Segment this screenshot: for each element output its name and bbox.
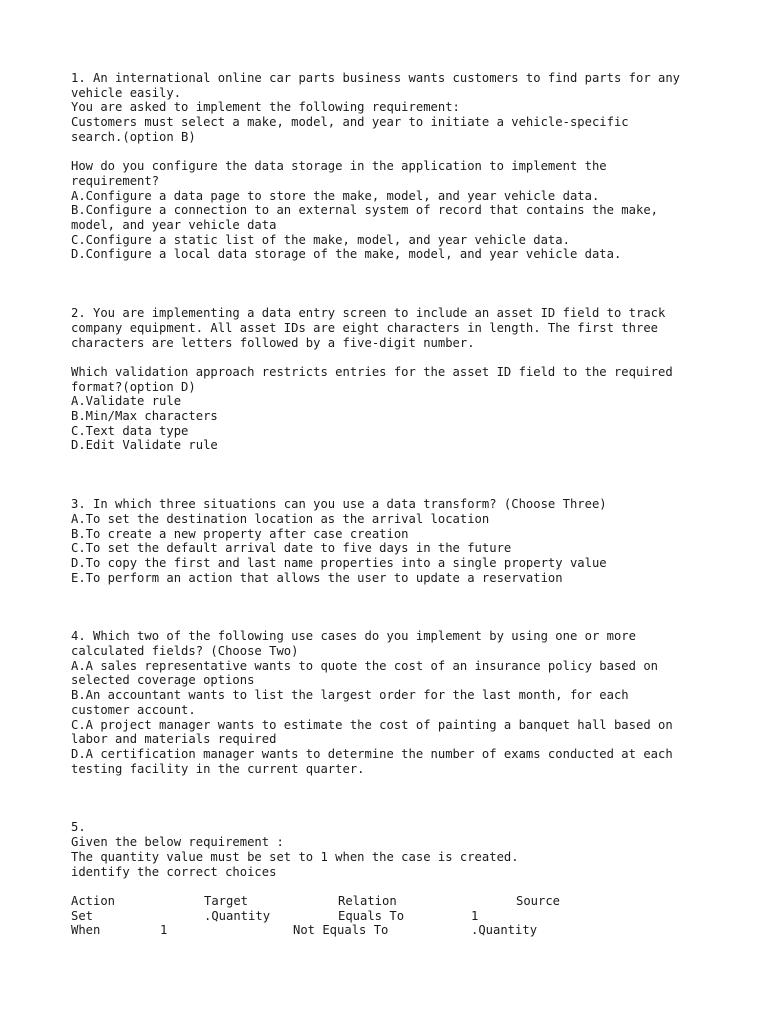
table-cell: 1 xyxy=(471,908,479,923)
question-1-option: C.Configure a static list of the make, model, and year vehicle data. xyxy=(71,232,570,247)
question-2-line: company equipment. All asset IDs are eight characters in length. The first three xyxy=(71,320,658,335)
question-1-prompt: How do you configure the data storage in the application to implement the xyxy=(71,159,607,174)
table-cell: Not Equals To xyxy=(293,923,389,938)
question-1-prompt: requirement? xyxy=(71,173,160,188)
question-3 xyxy=(71,497,731,585)
question-4-option: C.A project manager wants to estimate the cost of painting a banquet hall based on xyxy=(71,717,673,732)
question-4-option: selected coverage options xyxy=(71,673,255,688)
question-1-line: vehicle easily. xyxy=(71,85,182,100)
question-1-line: You are asked to implement the following requirement: xyxy=(71,100,460,115)
table-header-cell: Relation xyxy=(338,893,397,908)
question-3-line: 3. In which three situations can you use a data transform? (Choose Three) xyxy=(71,497,607,512)
question-4-option: A.A sales representative wants to quote the cost of an insurance policy based on xyxy=(71,658,658,673)
question-2-line: characters are letters followed by a five-digit number. xyxy=(71,335,475,350)
question-3-option: D.To copy the first and last name properties into a single property value xyxy=(71,555,607,570)
question-4-option: customer account. xyxy=(71,702,196,717)
table-header-cell: Action xyxy=(71,893,116,908)
table-header-row xyxy=(71,894,731,909)
question-5-line: 5. xyxy=(71,820,86,835)
question-4-option: labor and materials required xyxy=(71,732,277,747)
question-2-option: C.Text data type xyxy=(71,423,189,438)
table-row xyxy=(71,909,731,924)
question-1-option: A.Configure a data page to store the make, model, and year vehicle data. xyxy=(71,188,600,203)
question-4-option: D.A certification manager wants to determine the number of exams conducted at each xyxy=(71,746,673,761)
question-5 xyxy=(71,820,731,938)
question-3-option: B.To create a new property after case creation xyxy=(71,526,409,541)
table-cell: .Quantity xyxy=(471,923,538,938)
question-4-line: calculated fields? (Choose Two) xyxy=(71,644,299,659)
question-4-option: B.An accountant wants to list the largest order for the last month, for each xyxy=(71,688,629,703)
table-header-cell: Target xyxy=(204,893,249,908)
table-cell: .Quantity xyxy=(204,908,271,923)
table-header-cell: Source xyxy=(516,893,561,908)
question-1-line: Customers must select a make, model, and year to initiate a vehicle-specific xyxy=(71,115,629,130)
question-2-option: A.Validate rule xyxy=(71,394,182,409)
question-2-prompt: Which validation approach restricts entries for the asset ID field to the required xyxy=(71,364,673,379)
document-page xyxy=(71,71,731,938)
question-5-line: The quantity value must be set to 1 when the case is created. xyxy=(71,849,519,864)
table-cell: 1 xyxy=(160,923,168,938)
table-cell: Equals To xyxy=(338,908,405,923)
question-1-line: 1. An international online car parts business wants customers to find parts for any xyxy=(71,71,681,85)
question-4-line: 4. Which two of the following use cases do you implement by using one or more xyxy=(71,629,636,644)
question-1 xyxy=(71,71,731,262)
table-cell: When xyxy=(71,923,101,938)
question-3-option: A.To set the destination location as the arrival location xyxy=(71,511,490,526)
question-4-option: testing facility in the current quarter. xyxy=(71,761,365,776)
question-2-option: B.Min/Max characters xyxy=(71,409,218,424)
question-1-option: D.Configure a local data storage of the make, model, and year vehicle data. xyxy=(71,247,622,262)
question-3-option: C.To set the default arrival date to five days in the future xyxy=(71,541,512,556)
question-5-line: identify the correct choices xyxy=(71,864,277,879)
question-1-line: search.(option B) xyxy=(71,129,196,144)
question-2 xyxy=(71,306,731,453)
table-cell: Set xyxy=(71,908,94,923)
question-5-line: Given the below requirement : xyxy=(71,835,284,850)
question-2-prompt: format?(option D) xyxy=(71,379,196,394)
question-2-option: D.Edit Validate rule xyxy=(71,438,218,453)
question-3-option: E.To perform an action that allows the user to update a reservation xyxy=(71,570,563,585)
question-4 xyxy=(71,629,731,776)
question-1-option: B.Configure a connection to an external system of record that contains the make, xyxy=(71,203,658,218)
question-2-line: 2. You are implementing a data entry screen to include an asset ID field to track xyxy=(71,306,666,321)
table-row xyxy=(71,923,731,938)
question-1-option: model, and year vehicle data xyxy=(71,218,277,233)
